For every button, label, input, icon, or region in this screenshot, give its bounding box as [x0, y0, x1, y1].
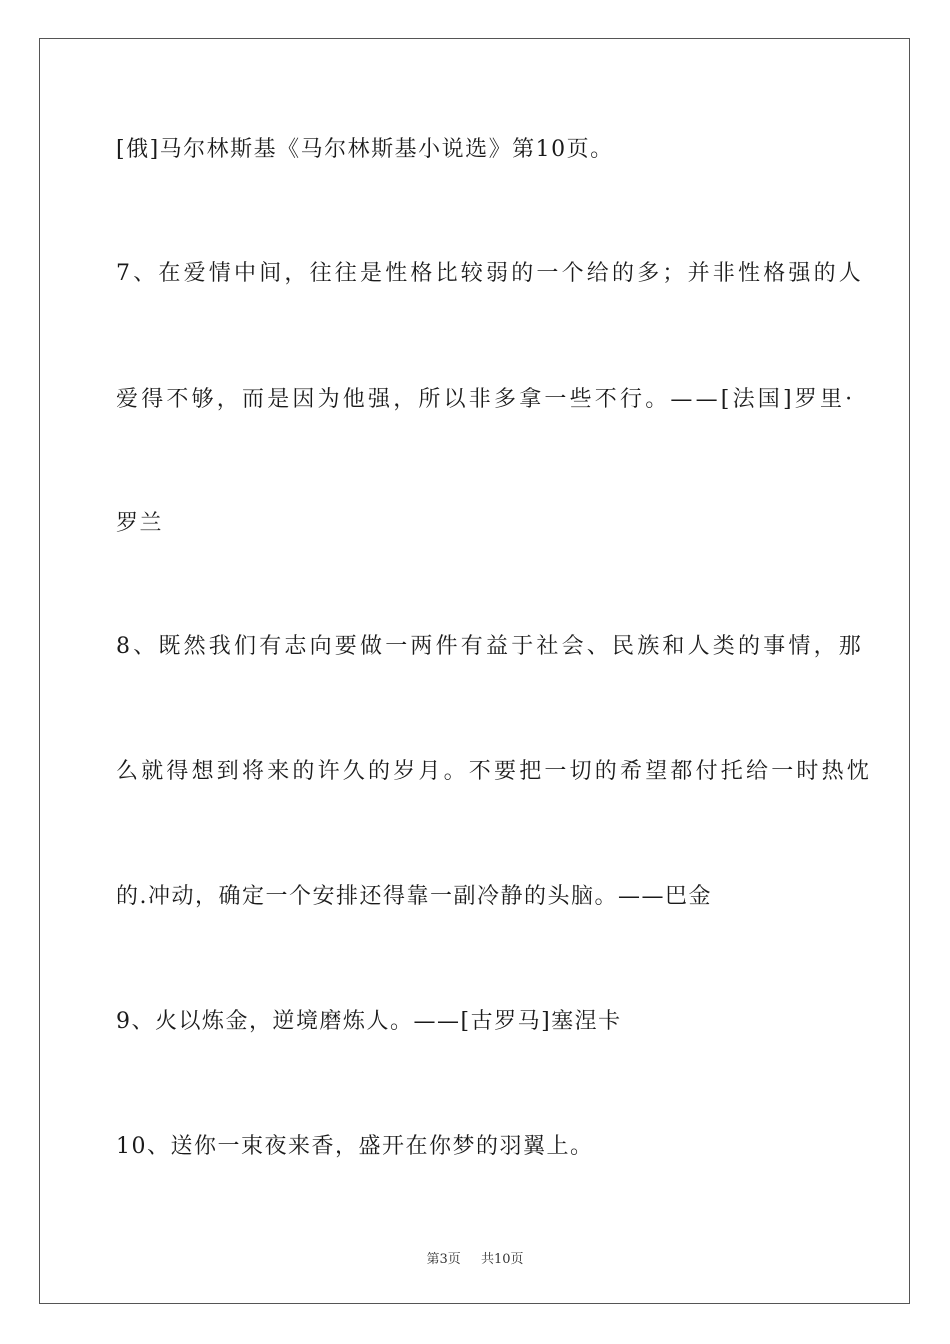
text-line-quote-8-part2: 么就得想到将来的许久的岁月。不要把一切的希望都付托给一时热忱	[116, 759, 873, 784]
text-line-quote-8-part3: 的.冲动，确定一个安排还得靠一副冷静的头脑。——巴金	[116, 884, 712, 909]
page-number-current: 第3页	[426, 1252, 461, 1267]
text-line-quote-7-part1: 7、在爱情中间，往往是性格比较弱的一个给的多；并非性格强的人	[116, 261, 864, 286]
text-line-quote-8-part1: 8、既然我们有志向要做一两件有益于社会、民族和人类的事情，那	[116, 634, 864, 659]
text-line-source: [俄]马尔林斯基《马尔林斯基小说选》第10页。	[116, 137, 614, 162]
page-number-total: 共10页	[480, 1252, 524, 1267]
text-line-quote-7-part3: 罗兰	[116, 511, 164, 536]
page-border	[39, 38, 910, 1304]
text-line-quote-7-part2: 爱得不够，而是因为他强，所以非多拿一些不行。——[法国]罗里·	[116, 387, 856, 412]
page-footer	[0, 1248, 950, 1267]
text-line-quote-10: 10、送你一束夜来香，盛开在你梦的羽翼上。	[116, 1134, 594, 1159]
text-line-quote-9: 9、火以炼金，逆境磨炼人。——[古罗马]塞涅卡	[116, 1009, 622, 1034]
